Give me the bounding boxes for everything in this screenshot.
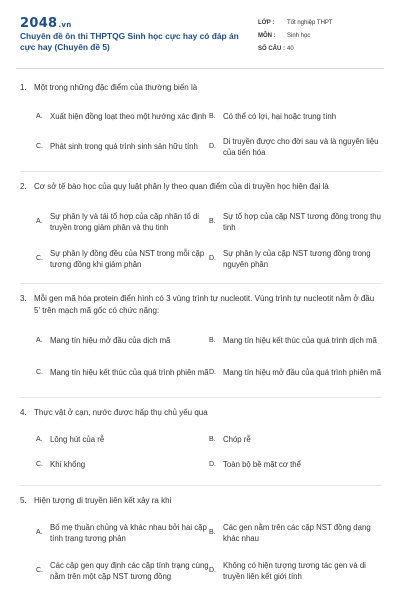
option-a[interactable] <box>36 427 209 452</box>
option-text: Sự phân ly đồng đều của NST trong mỗi cặp tương đồng khi giảm phân <box>50 248 205 269</box>
option-letter: A. <box>36 337 43 345</box>
option-text: Sự phân ly và tái tổ hợp của cặp nhân tố di truyền trong giảm phân và thụ tinh <box>50 211 200 232</box>
option-letter: D. <box>209 143 216 151</box>
option-b[interactable] <box>209 201 382 243</box>
option-text: Mang tín hiệu kết thúc của quá trình phiên mã <box>50 368 209 378</box>
option-text: Có thể có lợi, hại hoặc trung tính <box>223 111 337 121</box>
option-c[interactable] <box>36 131 209 163</box>
question-text: Mỗi gen mã hóa protein điển hình có 3 vùng trình tự nucleotit. Vùng trình tự nucleotit nằm ở đầu 5' trên mạch mã gốc có chức năng: <box>34 294 375 315</box>
option-text: Không có hiện tượng tương tác gen và di truyền liên kết giới tính <box>223 560 366 581</box>
question-stem <box>20 407 382 419</box>
option-letter: C. <box>36 369 43 377</box>
meta-value: 40 <box>287 45 294 52</box>
option-letter: C. <box>36 460 43 468</box>
page-header <box>20 12 382 60</box>
option-d[interactable] <box>209 357 382 389</box>
question-text: Một trong những đặc điểm của thường biến là <box>34 83 198 92</box>
meta-question-count <box>258 42 382 55</box>
option-c[interactable] <box>36 357 209 389</box>
document-meta <box>258 16 382 55</box>
option-b[interactable] <box>209 515 382 551</box>
meta-subject <box>258 29 382 42</box>
question-text: Hiện tượng di truyền liên kết xảy ra khi <box>34 496 172 505</box>
meta-label: MÔN : <box>258 32 276 39</box>
meta-label: LỚP : <box>258 19 275 26</box>
option-b[interactable] <box>209 102 382 131</box>
answer-options <box>20 515 382 591</box>
option-b[interactable] <box>209 427 382 452</box>
option-text: Toàn bộ bề mặt cơ thể <box>223 459 301 469</box>
question-number: 2. <box>20 182 27 191</box>
option-text: Mang tín hiệu mở đầu của dịch mã <box>50 336 171 346</box>
question-3 <box>20 293 382 398</box>
option-d[interactable] <box>209 243 382 275</box>
option-text: Mang tín hiệu kết thúc của quá trình dịch mã <box>223 336 377 346</box>
meta-label: SỐ CÂU : <box>258 45 285 52</box>
option-letter: B. <box>209 337 216 345</box>
question-separator <box>20 485 382 486</box>
option-letter: B. <box>209 529 216 537</box>
option-letter: B. <box>209 112 216 120</box>
option-letter: A. <box>36 529 43 537</box>
option-text: Sự tổ hợp của cặp NST tương đồng trong thụ tinh <box>223 211 381 232</box>
option-letter: A. <box>36 218 43 226</box>
option-letter: D. <box>209 369 216 377</box>
option-a[interactable] <box>36 515 209 551</box>
question-5 <box>20 495 382 591</box>
option-a[interactable] <box>36 102 209 131</box>
option-letter: D. <box>209 255 216 263</box>
option-text: Lông hút của rễ <box>50 434 105 444</box>
answer-options <box>20 325 382 389</box>
question-1 <box>20 82 382 172</box>
logo-suffix: .vn <box>58 21 72 29</box>
option-text: Di truyền được cho đời sau và là nguyên liệu của tiến hóa <box>223 136 379 157</box>
question-stem <box>20 293 382 317</box>
document-title: Chuyên đề ôn thi THPTQG Sinh học cực hay có đáp án cực hay (Chuyên đề 5) <box>20 31 239 52</box>
option-text: Khí khổng <box>50 459 86 469</box>
question-stem <box>20 495 382 507</box>
option-text: Sự phân ly của cặp NST tương đồng trong nguyên phân <box>223 248 371 269</box>
answer-options <box>20 201 382 275</box>
option-text: Phát sinh trong quá trình sinh sản hữu tính <box>50 142 198 152</box>
meta-value: Sinh học <box>287 32 311 39</box>
question-number: 5. <box>20 496 27 505</box>
meta-grade <box>258 16 382 29</box>
option-a[interactable] <box>36 325 209 357</box>
site-logo[interactable] <box>20 16 72 31</box>
question-number: 1. <box>20 83 27 92</box>
answer-options <box>20 427 382 477</box>
question-4 <box>20 407 382 486</box>
option-text: Mang tín hiệu mở đầu của quá trình phiên mã <box>223 368 382 378</box>
option-d[interactable] <box>209 452 382 477</box>
option-letter: C. <box>36 143 43 151</box>
question-stem <box>20 181 382 193</box>
answer-options <box>20 102 382 163</box>
option-a[interactable] <box>36 201 209 243</box>
option-text: Các gen nằm trên các cặp NST đồng dạng khác nhau <box>223 522 371 543</box>
option-d[interactable] <box>209 131 382 163</box>
meta-value: Tốt nghiệp THPT <box>287 19 333 26</box>
option-d[interactable] <box>209 551 382 591</box>
question-separator <box>20 171 382 172</box>
option-letter: B. <box>209 435 216 443</box>
question-list <box>20 82 382 591</box>
option-c[interactable] <box>36 243 209 275</box>
question-text: Cơ sở tế bào học của quy luật phân ly theo quan điểm của di truyền học hiện đại là <box>34 182 329 191</box>
option-c[interactable] <box>36 551 209 591</box>
option-letter: C. <box>36 255 43 263</box>
question-stem <box>20 82 382 94</box>
question-separator <box>20 397 382 398</box>
question-2 <box>20 181 382 284</box>
option-letter: C. <box>36 567 43 575</box>
option-text: Các cặp gen quy định các cặp tính trạng cùng nằm trên một cặp NST tương đồng <box>50 560 209 581</box>
question-text: Thực vật ở cạn, nước được hấp thụ chủ yếu qua <box>34 408 208 417</box>
option-letter: D. <box>209 460 216 468</box>
option-text: Chóp rễ <box>223 434 251 444</box>
option-text: Xuất hiện đồng loạt theo một hướng xác định <box>50 111 207 121</box>
option-letter: A. <box>36 112 43 120</box>
option-letter: D. <box>209 567 216 575</box>
option-b[interactable] <box>209 325 382 357</box>
option-letter: B. <box>209 218 216 226</box>
logo-text: 2048 <box>20 16 58 31</box>
header-divider <box>16 68 384 69</box>
option-text: Bố mẹ thuần chủng và khác nhau bởi hai cặp tính trạng tương phản <box>50 522 207 543</box>
question-number: 4. <box>20 408 27 417</box>
option-letter: A. <box>36 435 43 443</box>
option-c[interactable] <box>36 452 209 477</box>
question-number: 3. <box>20 294 27 303</box>
question-separator <box>20 283 382 284</box>
